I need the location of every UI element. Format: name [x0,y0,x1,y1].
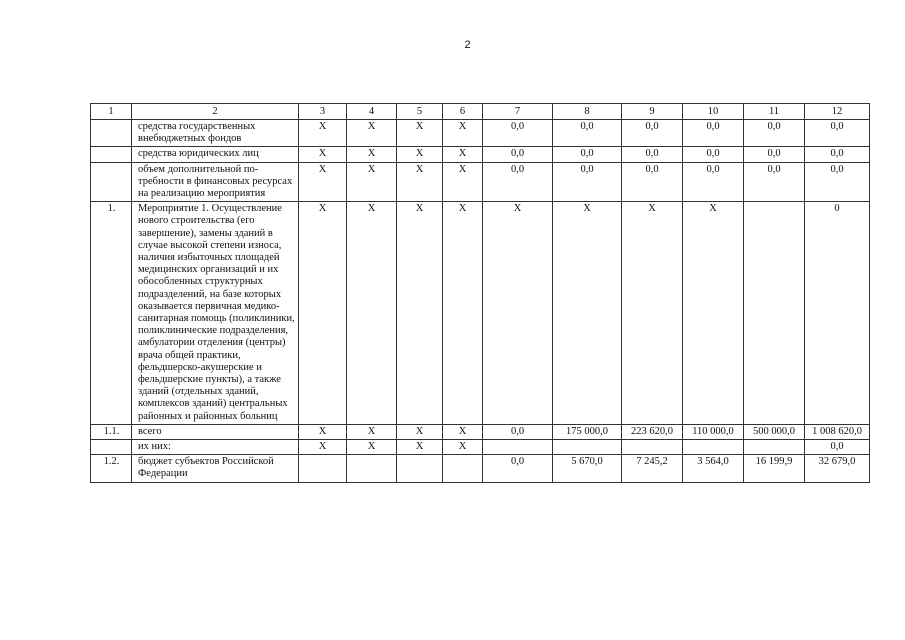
table-row [91,202,870,425]
row-description: Мероприятие 1. Осуществление нового строительства (его завершение), замены зданий в случае высокой степени износа, наличия избыточных площадей медицинских организаций и их обособленных структурных подразделений, на базе которых оказывается первичная медико-санитарная помощь (поликлиники, поликлинические подразделения, амбулатории отделения (центры) врача общей практики, фельдшерско-акушерские и фельдшерские пункты), а также зданий (отдельных зданий, комплексов зданий) центральных районных и районных больниц [132,202,299,425]
table-row [91,455,870,482]
value-cell: 0,0 [683,147,744,162]
value-cell [347,455,397,482]
value-cell: X [397,147,443,162]
value-cell: X [397,424,443,439]
header-cell: 2 [132,104,299,120]
header-cell: 3 [299,104,347,120]
value-cell: X [347,147,397,162]
value-cell: 0,0 [553,120,622,147]
value-cell: 0,0 [483,424,553,439]
page-number: 2 [464,39,471,51]
value-cell: 223 620,0 [622,424,683,439]
value-cell: 0,0 [683,162,744,202]
row-description: их них: [132,440,299,455]
header-cell: 9 [622,104,683,120]
value-cell [683,440,744,455]
value-cell [443,455,483,482]
value-cell: X [299,162,347,202]
value-cell: 0 [805,202,870,425]
value-cell: 0,0 [805,162,870,202]
row-description: объем дополнительной потребности в финансовых ресурсах на реализацию мероприятия [132,162,299,202]
value-cell: X [397,162,443,202]
value-cell: 16 199,9 [744,455,805,482]
value-cell: 0,0 [483,162,553,202]
value-cell: X [347,202,397,425]
header-cell: 12 [805,104,870,120]
value-cell: X [443,202,483,425]
value-cell [744,440,805,455]
value-cell: 0,0 [744,162,805,202]
value-cell: 0,0 [622,120,683,147]
value-cell: 3 564,0 [683,455,744,482]
value-cell: X [299,440,347,455]
value-cell: X [299,147,347,162]
funding-table [90,103,870,483]
value-cell: X [397,202,443,425]
value-cell: X [299,424,347,439]
value-cell: X [299,120,347,147]
value-cell: X [443,424,483,439]
row-description: средства государственных внебюджетных фондов [132,120,299,147]
header-cell: 1 [91,104,132,120]
value-cell: 0,0 [553,147,622,162]
value-cell: 0,0 [483,120,553,147]
value-cell: 0,0 [805,147,870,162]
row-number [91,147,132,162]
value-cell: 0,0 [805,120,870,147]
value-cell: X [347,424,397,439]
row-number [91,440,132,455]
value-cell [483,440,553,455]
value-cell: X [299,202,347,425]
value-cell: X [347,162,397,202]
value-cell: 0,0 [622,162,683,202]
value-cell: 32 679,0 [805,455,870,482]
value-cell [397,455,443,482]
value-cell: X [443,162,483,202]
table-row [91,424,870,439]
row-description: бюджет субъектов Российской Федерации [132,455,299,482]
header-cell: 11 [744,104,805,120]
value-cell: 0,0 [744,120,805,147]
value-cell: 0,0 [805,440,870,455]
value-cell: 1 008 620,0 [805,424,870,439]
header-cell: 6 [443,104,483,120]
value-cell: X [397,120,443,147]
value-cell: X [397,440,443,455]
value-cell: X [622,202,683,425]
value-cell: 7 245,2 [622,455,683,482]
value-cell: X [443,440,483,455]
value-cell: X [483,202,553,425]
value-cell: 110 000,0 [683,424,744,439]
value-cell: X [347,440,397,455]
value-cell [744,202,805,425]
value-cell [622,440,683,455]
row-number: 1.2. [91,455,132,482]
value-cell: 0,0 [483,147,553,162]
header-cell: 8 [553,104,622,120]
row-number [91,162,132,202]
table-row [91,147,870,162]
value-cell: 500 000,0 [744,424,805,439]
row-number [91,120,132,147]
header-row [91,104,870,120]
header-cell: 10 [683,104,744,120]
table-row [91,162,870,202]
table-row [91,440,870,455]
value-cell: X [347,120,397,147]
row-number: 1.1. [91,424,132,439]
value-cell [553,440,622,455]
value-cell: 175 000,0 [553,424,622,439]
row-description: средства юридических лиц [132,147,299,162]
header-cell: 7 [483,104,553,120]
value-cell: 0,0 [683,120,744,147]
table-row [91,120,870,147]
value-cell: 0,0 [483,455,553,482]
row-description: всего [132,424,299,439]
value-cell: X [443,147,483,162]
value-cell: 5 670,0 [553,455,622,482]
value-cell: 0,0 [622,147,683,162]
header-cell: 4 [347,104,397,120]
value-cell: 0,0 [553,162,622,202]
row-number: 1. [91,202,132,425]
value-cell: X [683,202,744,425]
value-cell [299,455,347,482]
value-cell: X [443,120,483,147]
value-cell: 0,0 [744,147,805,162]
value-cell: X [553,202,622,425]
header-cell: 5 [397,104,443,120]
